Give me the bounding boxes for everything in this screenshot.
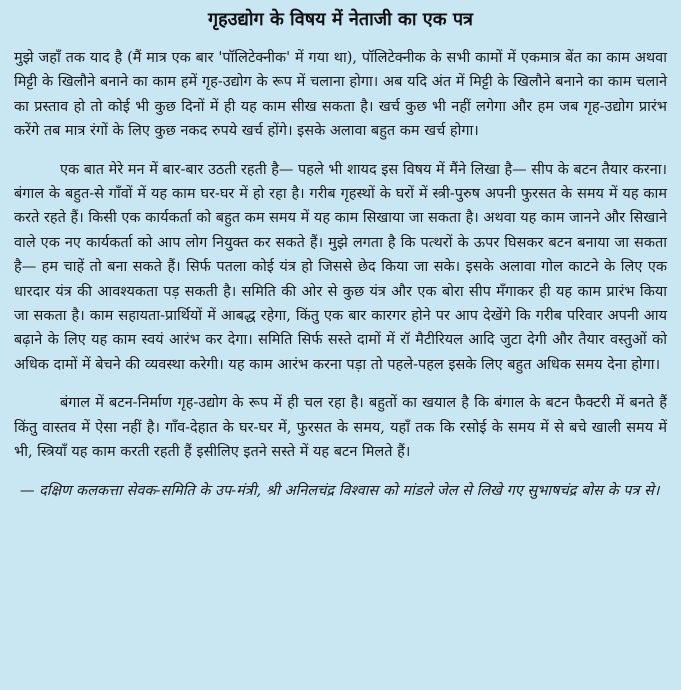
attribution: — दक्षिण कलकत्ता सेवक-समिति के उप-मंत्री, श्री अनिलचंद्र विश्वास को मांडले जेल से लिखे गए सुभाषचंद्र बोस के पत्र से। (20, 482, 660, 499)
document-title: गृहउद्योग के विषय में नेताजी का एक पत्र (207, 9, 473, 30)
paragraph-2: एक बात मेरे मन में बार-बार उठती रहती है— पहले भी शायद इस विषय में मैंने लिखा है— सीप के बटन तैयार करना। बंगाल के बहुत-से गाँवों में यह काम घर-घर में हो रहा है। गरीब गृहस्थों के घरों में स्त्री-पुरुष अपनी फुरसत के समय में यह काम करते रहते हैं। किसी एक कार्यकर्ता को बहुत कम समय में यह काम सिखाया जा सकता है। अथवा यह काम जानने और सिखाने वाले एक नए कार्यकर्ता को आप लोग नियुक्त कर सकते हैं। मुझे लगता है कि पत्थरों के ऊपर घिसकर बटन बनाया जा सकता है— हम चाहें तो बना सकते हैं। सिर्फ पतला कोई यंत्र हो जिससे छेद किया जा सके। इसके अलावा गोल काटने के लिए एक धारदार यंत्र की आवश्यकता पड़ सकती है। समिति की ओर से कुछ यंत्र और एक बोरा सीप मँगाकर ही यह काम प्रारंभ किया जा सकता है। काम सहायता-प्रार्थियों में आबद्ध रहेगा, किंतु एक बार कारगर होने पर आप देखेंगे कि गरीब परिवार अपनी आय बढ़ाने के लिए यह काम स्वयं आरंभ कर देगा। समिति सिर्फ सस्ते दामों में रॉ मैटीरियल आदि जुटा देगी और तैयार वस्तुओं को अधिक दामों में बेचने की व्यवस्था करेगी। यह काम आरंभ करना पड़ा तो पहले-पहल इसके लिए बहुत अधिक समय देना होगा। (14, 161, 667, 373)
paragraph-1: मुझे जहाँ तक याद है (मैं मात्र एक बार 'पॉलिटेक्नीक' में गया था), पॉलिटेक्नीक के सभी कामों में एकमात्र बेंत का काम अथवा मिट्टी के खिलौने बनाने का काम हमें गृह-उद्योग के रूप में चलाना होगा। अब यदि अंत में मिट्टी के खिलौने बनाने का काम चलाने का प्रस्ताव हो तो कोई भी कुछ दिनों में ही यह काम सीख सकता है। खर्च कुछ भी नहीं लगेगा और हम जब गृह-उद्योग प्रारंभ करेंगे तब मात्र रंगों के लिए कुछ नकद रुपये खर्च होंगे। इसके अलावा बहुत कम खर्च होगा। (14, 50, 667, 140)
paragraph-3: बंगाल में बटन-निर्माण गृह-उद्योग के रूप में ही चल रहा है। बहुतों का खयाल है कि बंगाल के बटन फैक्टरी में बनते हैं किंतु वास्तव में ऐसा नहीं है। गाँव-देहात के घर-घर में, फुरसत के समय, यहाँ तक कि रसोई के समय में से बचे खाली समय में भी, स्त्रियाँ यह काम करती रहती हैं इसीलिए इतने सस्ते में यह बटन मिलते हैं। (14, 395, 667, 461)
